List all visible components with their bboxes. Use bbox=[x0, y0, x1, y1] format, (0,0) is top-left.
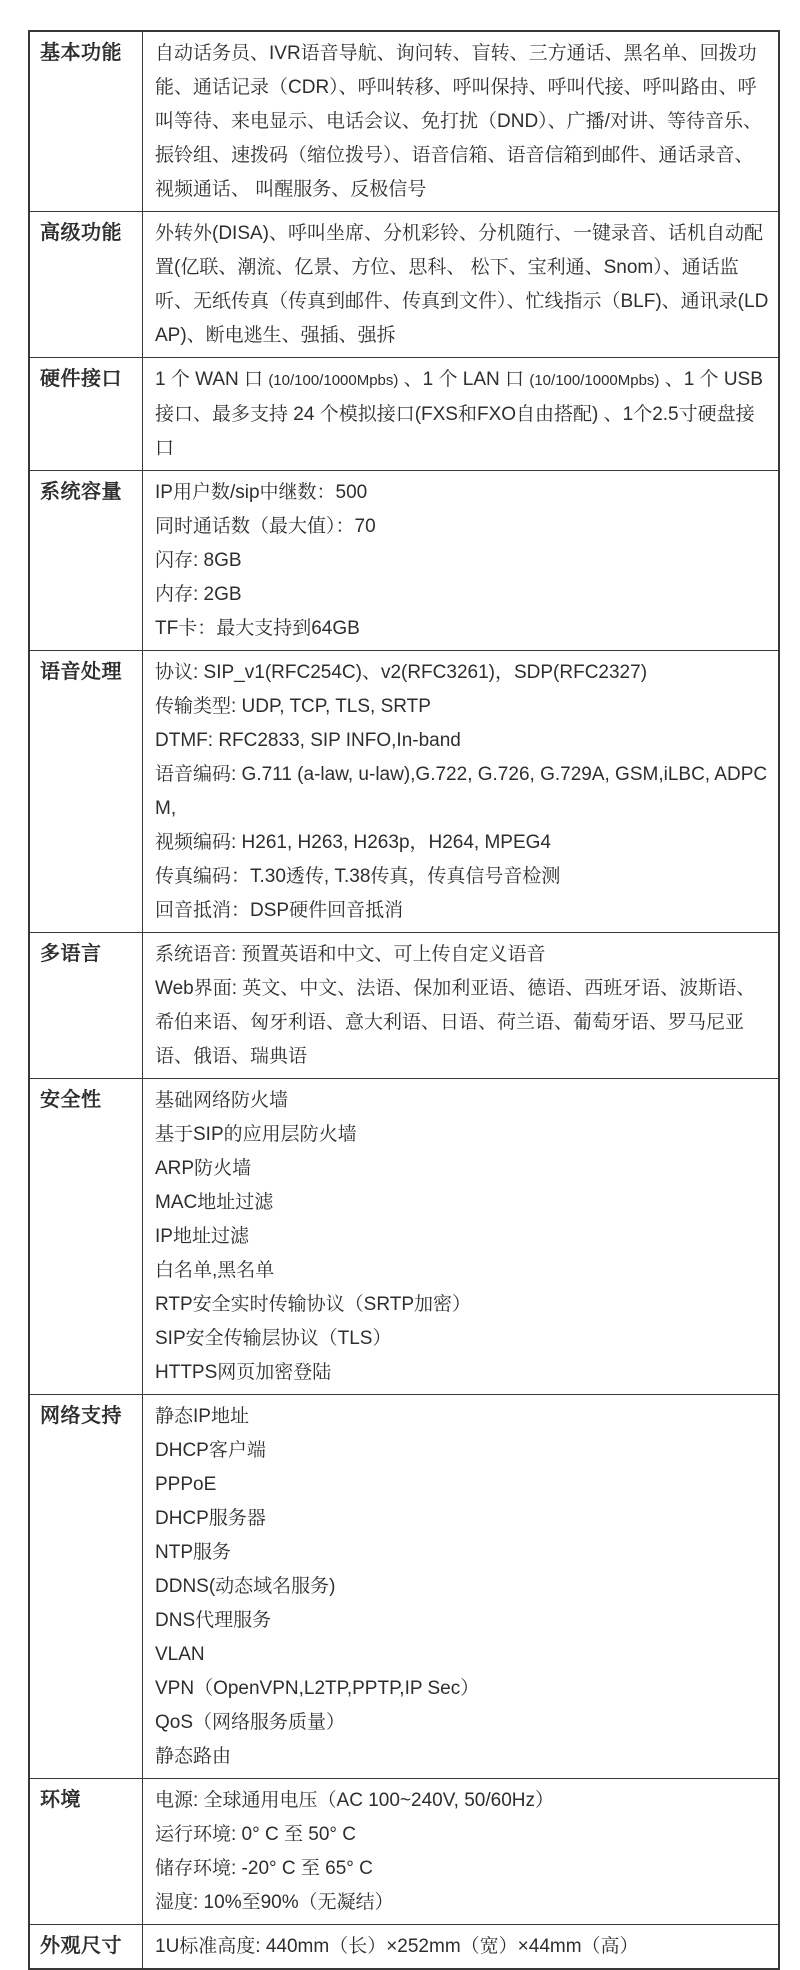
spec-line: QoS（网络服务质量） bbox=[155, 1712, 346, 1733]
spec-line-segment: 1 个 WAN 口 bbox=[155, 369, 269, 390]
spec-row-basic-functions bbox=[30, 32, 778, 212]
spec-line: SIP安全传输层协议（TLS） bbox=[155, 1328, 392, 1349]
spec-row-hardware-interfaces bbox=[30, 358, 778, 471]
spec-line: 自动话务员、IVR语音导航、询问转、盲转、三方通话、黑名单、回拨功能、通话记录（CDR）、呼叫转移、呼叫保持、呼叫代接、呼叫路由、呼叫等待、来电显示、电话会议、免打扰（DND）、广播/对讲、等待音乐、振铃组、速拨码（缩位拨号）、语音信箱、语音信箱到邮件、通话录音、视频通话、 叫醒服务、反极信号 bbox=[155, 43, 762, 200]
spec-line: 外转外(DISA)、呼叫坐席、分机彩铃、分机随行、一键录音、话机自动配置(亿联、潮流、亿景、方位、思科、 松下、宝利通、Snom）、通话监听、无纸传真（传真到邮件、传真到文件）、忙线指示（BLF)、通讯录(LDAP)、断电逃生、强插、强拆 bbox=[155, 223, 769, 346]
spec-line: MAC地址过滤 bbox=[155, 1192, 274, 1213]
spec-table bbox=[28, 30, 780, 1970]
spec-line: 运行环境: 0° C 至 50° C bbox=[155, 1824, 357, 1845]
spec-line: DDNS(动态域名服务) bbox=[155, 1576, 336, 1597]
spec-line: 传真编码：T.30透传, T.38传真，传真信号音检测 bbox=[155, 866, 561, 887]
spec-line: IP用户数/sip中继数：500 bbox=[155, 482, 368, 503]
spec-line: 闪存: 8GB bbox=[155, 550, 242, 571]
spec-line bbox=[155, 363, 770, 466]
spec-line: 储存环境: -20° C 至 65° C bbox=[155, 1858, 373, 1879]
spec-line: 1U标准高度: 440mm（长）×252mm（宽）×44mm（高） bbox=[155, 1936, 639, 1957]
spec-line: 白名单,黑名单 bbox=[155, 1260, 275, 1281]
spec-line: 静态路由 bbox=[155, 1746, 232, 1767]
spec-line: VPN（OpenVPN,L2TP,PPTP,IP Sec） bbox=[155, 1678, 480, 1699]
spec-line: DHCP服务器 bbox=[155, 1508, 266, 1529]
spec-line: HTTPS网页加密登陆 bbox=[155, 1362, 332, 1383]
row-content bbox=[143, 1079, 778, 1394]
row-content bbox=[143, 212, 778, 357]
spec-line: 视频编码: H261, H263, H263p，H264, MPEG4 bbox=[155, 832, 552, 853]
spec-line: 语音编码: G.711 (a-law, u-law),G.722, G.726, G.729A, GSM,iLBC, ADPCM, bbox=[155, 764, 768, 819]
spec-line: 静态IP地址 bbox=[155, 1406, 249, 1427]
spec-line: TF卡：最大支持到64GB bbox=[155, 618, 360, 639]
spec-row-advanced-functions bbox=[30, 212, 778, 358]
spec-line: 湿度: 10%至90%（无凝结） bbox=[155, 1892, 394, 1913]
row-content bbox=[143, 651, 778, 932]
row-content bbox=[143, 471, 778, 650]
row-content bbox=[143, 933, 778, 1078]
row-label: 硬件接口 bbox=[30, 358, 143, 470]
row-content bbox=[143, 1925, 778, 1968]
row-label: 网络支持 bbox=[30, 1395, 143, 1778]
row-content bbox=[143, 1779, 778, 1924]
spec-line: 回音抵消：DSP硬件回音抵消 bbox=[155, 900, 404, 921]
row-content bbox=[143, 1395, 778, 1778]
spec-row-dimensions bbox=[30, 1925, 778, 1968]
spec-row-environment bbox=[30, 1779, 778, 1925]
spec-row-multi-language bbox=[30, 933, 778, 1079]
spec-line: VLAN bbox=[155, 1644, 205, 1665]
row-content bbox=[143, 32, 778, 211]
spec-line: DTMF: RFC2833, SIP INFO,In-band bbox=[155, 730, 461, 751]
spec-row-security bbox=[30, 1079, 778, 1395]
spec-line: 同时通话数（最大值）：70 bbox=[155, 516, 376, 537]
row-label: 语音处理 bbox=[30, 651, 143, 932]
row-label: 高级功能 bbox=[30, 212, 143, 357]
spec-line: 电源: 全球通用电压（AC 100~240V, 50/60Hz） bbox=[155, 1790, 554, 1811]
spec-line: 协议: SIP_v1(RFC254C)、v2(RFC3261)，SDP(RFC2327) bbox=[155, 662, 648, 683]
spec-line: 基础网络防火墙 bbox=[155, 1090, 289, 1111]
row-label: 多语言 bbox=[30, 933, 143, 1078]
spec-line: 传输类型: UDP, TCP, TLS, SRTP bbox=[155, 696, 431, 717]
spec-line: RTP安全实时传输协议（SRTP加密） bbox=[155, 1294, 471, 1315]
row-label: 系统容量 bbox=[30, 471, 143, 650]
row-label: 环境 bbox=[30, 1779, 143, 1924]
spec-line-fine-print: (10/100/1000Mpbs) bbox=[268, 372, 399, 389]
spec-line: IP地址过滤 bbox=[155, 1226, 249, 1247]
spec-line: 内存: 2GB bbox=[155, 584, 242, 605]
row-label: 外观尺寸 bbox=[30, 1925, 143, 1968]
spec-line: ARP防火墙 bbox=[155, 1158, 252, 1179]
spec-line: DNS代理服务 bbox=[155, 1610, 272, 1631]
spec-row-voice-processing bbox=[30, 651, 778, 933]
spec-line: PPPoE bbox=[155, 1474, 217, 1495]
row-content bbox=[143, 358, 778, 470]
spec-line: 基于SIP的应用层防火墙 bbox=[155, 1124, 357, 1145]
spec-line: 系统语音: 预置英语和中文、可上传自定义语音 bbox=[155, 944, 546, 965]
spec-line-segment: 、1 个 LAN 口 bbox=[398, 369, 530, 390]
spec-line: DHCP客户端 bbox=[155, 1440, 266, 1461]
spec-row-system-capacity bbox=[30, 471, 778, 651]
spec-line-segment: 、1 个 USB 接口、最多支持 24 个模拟接口(FXS和FXO自由搭配) 、1个2.5寸硬盘接口 bbox=[155, 369, 763, 459]
spec-line-fine-print: (10/100/1000Mpbs) bbox=[529, 372, 660, 389]
spec-line: Web界面: 英文、中文、法语、保加利亚语、德语、西班牙语、波斯语、希伯来语、匈牙利语、意大利语、日语、荷兰语、葡萄牙语、罗马尼亚语、俄语、瑞典语 bbox=[155, 978, 756, 1067]
row-label: 基本功能 bbox=[30, 32, 143, 211]
spec-row-network-support bbox=[30, 1395, 778, 1779]
spec-line: NTP服务 bbox=[155, 1542, 232, 1563]
row-label: 安全性 bbox=[30, 1079, 143, 1394]
